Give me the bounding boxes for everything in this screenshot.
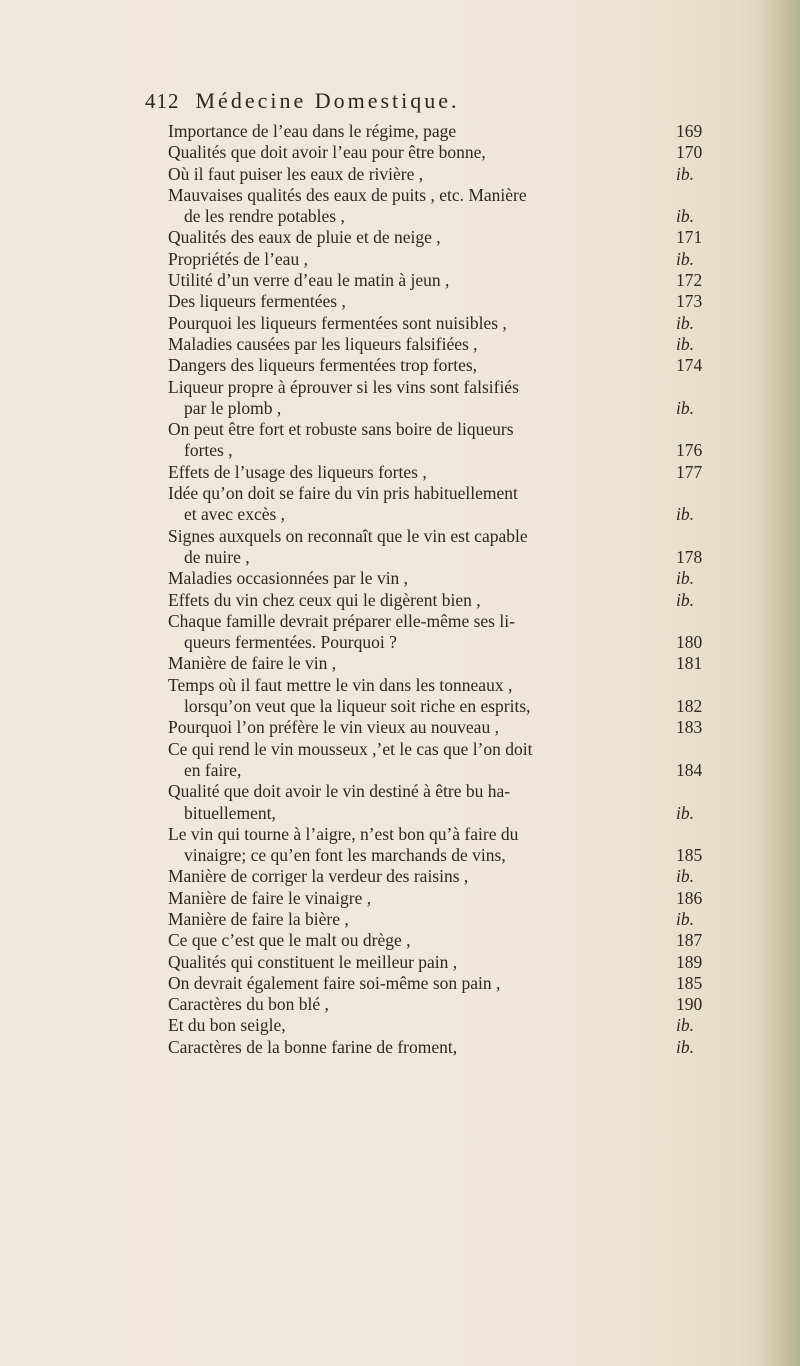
- toc-entry: [168, 419, 720, 462]
- toc-entry-title: Signes auxquels on reconnaît que le vin est capable: [168, 525, 528, 546]
- toc-entry-title: Pourquoi les liqueurs fermentées sont nuisibles ,: [168, 312, 507, 333]
- toc-entry-page-number: ib.: [676, 248, 694, 269]
- toc-entry-title: Qualités qui constituent le meilleur pain ,: [168, 951, 458, 972]
- toc-entry-title: Et du bon seigle,: [168, 1015, 286, 1036]
- toc-entry-title: Propriétés de l’eau ,: [168, 248, 308, 269]
- toc-entry: [168, 355, 720, 376]
- toc-entry-page-number: 186: [676, 887, 703, 908]
- toc-entry-title: Manière de faire la bière ,: [168, 908, 349, 929]
- toc-entry-title-continued: par le plomb ,: [184, 397, 282, 418]
- toc-entry-page-number: 189: [676, 951, 703, 972]
- toc-entry-title-continued: de nuire ,: [184, 546, 250, 567]
- toc-entry-page-number: 180: [676, 632, 703, 653]
- toc-entry-title: Manière de corriger la verdeur des raisins ,: [168, 866, 469, 887]
- toc-entry: [168, 142, 720, 163]
- toc-entry-title-continued: en faire,: [184, 759, 242, 780]
- toc-entry-page-number: 170: [676, 142, 703, 163]
- toc-entry: [168, 1037, 720, 1058]
- toc-entry-title: Importance de l’eau dans le régime, page: [168, 121, 457, 141]
- running-head: Médecine Domestique.: [195, 88, 460, 113]
- toc-entry-page-number: ib.: [676, 397, 694, 418]
- toc-entry-page-number: 169: [676, 121, 703, 141]
- toc-entry: [168, 717, 720, 738]
- page-header: [145, 88, 705, 118]
- toc-entry-page-number: ib.: [676, 908, 694, 929]
- toc-entry: [168, 249, 720, 270]
- toc-entry-page-number: ib.: [676, 866, 694, 887]
- toc-entry-title: Liqueur propre à éprouver si les vins sont falsifiés: [168, 376, 519, 397]
- toc-entry-title: Où il faut puiser les eaux de rivière ,: [168, 163, 424, 184]
- toc-entry-page-number: 172: [676, 270, 703, 291]
- toc-entry-title-continued: de les rendre potables ,: [184, 206, 345, 227]
- toc-entry: [168, 739, 720, 782]
- toc-entry-title: Manière de faire le vinaigre ,: [168, 887, 372, 908]
- toc-entry-title: Le vin qui tourne à l’aigre, n’est bon qu’à faire du: [168, 823, 519, 844]
- toc-entry: [168, 227, 720, 248]
- toc-entry-page-number: 190: [676, 994, 703, 1015]
- toc-entry-title: Manière de faire le vin ,: [168, 653, 337, 674]
- toc-entry-title: Temps où il faut mettre le vin dans les tonneaux ,: [168, 674, 513, 695]
- toc-entry-title: Dangers des liqueurs fermentées trop fortes,: [168, 355, 478, 376]
- toc-entry: [168, 590, 720, 611]
- toc-entry-title: Mauvaises qualités des eaux de puits , etc. Manière: [168, 184, 527, 205]
- toc-entry: [168, 334, 720, 355]
- toc-entry-title-continued: et avec excès ,: [184, 504, 286, 525]
- toc-entry: [168, 973, 720, 994]
- toc-entry-page-number: 187: [676, 930, 703, 951]
- toc-entry: [168, 313, 720, 334]
- toc-entry-title: Qualités que doit avoir l’eau pour être bonne,: [168, 142, 486, 163]
- toc-entry-title: Effets du vin chez ceux qui le digèrent bien ,: [168, 589, 481, 610]
- toc-entry: [168, 994, 720, 1015]
- toc-entry-title: Maladies occasionnées par le vin ,: [168, 568, 409, 589]
- toc-entry-page-number: 174: [676, 355, 703, 376]
- toc-entry-title-continued: vinaigre; ce qu’en font les marchands de vins,: [184, 845, 506, 866]
- toc-entry-page-number: 185: [676, 972, 703, 993]
- toc-entry-page-number: 181: [676, 653, 703, 674]
- toc-entry-page-number: 178: [676, 546, 703, 567]
- toc-entry: [168, 1015, 720, 1036]
- toc-entry: [168, 483, 720, 526]
- toc-entry-title: Chaque famille devrait préparer elle-même ses li-: [168, 610, 515, 631]
- toc-entry-title: Pourquoi l’on préfère le vin vieux au nouveau ,: [168, 717, 499, 738]
- toc-entry: [168, 526, 720, 569]
- toc-entry: [168, 568, 720, 589]
- toc-entry: [168, 291, 720, 312]
- page-number: 412: [145, 89, 180, 113]
- toc-entry-title: Utilité d’un verre d’eau le matin à jeun ,: [168, 270, 450, 291]
- toc-entry-title: Ce que c’est que le malt ou drège ,: [168, 930, 411, 951]
- toc-entry: [168, 888, 720, 909]
- toc-entry-title: Effets de l’usage des liqueurs fortes ,: [168, 461, 427, 482]
- toc-entry-page-number: 183: [676, 717, 703, 738]
- toc-entry-page-number: ib.: [676, 206, 694, 227]
- toc-entry-title-continued: fortes ,: [184, 440, 233, 461]
- toc-entry-title: On peut être fort et robuste sans boire de liqueurs: [168, 419, 514, 440]
- table-of-contents: [168, 121, 720, 1058]
- toc-entry-page-number: 185: [676, 845, 703, 866]
- toc-entry: [168, 377, 720, 420]
- toc-entry: [168, 121, 720, 142]
- toc-entry-title: Maladies causées par les liqueurs falsifiées ,: [168, 333, 478, 354]
- toc-entry-page-number: ib.: [676, 568, 694, 589]
- toc-entry-title: Qualité que doit avoir le vin destiné à être bu ha-: [168, 781, 511, 802]
- toc-entry-title-continued: queurs fermentées. Pourquoi ?: [184, 632, 397, 653]
- toc-entry-page-number: ib.: [676, 504, 694, 525]
- toc-entry-page-number: ib.: [676, 312, 694, 333]
- toc-entry-title: Qualités des eaux de pluie et de neige ,: [168, 227, 441, 248]
- toc-entry-page-number: 177: [676, 461, 703, 482]
- toc-entry-title: Des liqueurs fermentées ,: [168, 291, 346, 312]
- toc-entry-page-number: ib.: [676, 1015, 694, 1036]
- toc-entry: [168, 866, 720, 887]
- toc-entry: [168, 909, 720, 930]
- toc-entry: [168, 611, 720, 654]
- toc-entry-page-number: ib.: [676, 163, 694, 184]
- toc-entry-title: Ce qui rend le vin mousseux ,’et le cas que l’on doit: [168, 738, 533, 759]
- toc-entry-page-number: ib.: [676, 802, 694, 823]
- toc-entry: [168, 952, 720, 973]
- toc-entry: [168, 653, 720, 674]
- toc-entry-page-number: 184: [676, 759, 703, 780]
- toc-entry-title-continued: lorsqu’on veut que la liqueur soit riche en esprits,: [184, 696, 531, 717]
- toc-entry-page-number: ib.: [676, 1036, 694, 1057]
- toc-entry-title-continued: bituellement,: [184, 802, 276, 823]
- toc-entry-title: Caractères du bon blé ,: [168, 994, 329, 1015]
- toc-entry: [168, 930, 720, 951]
- toc-entry: [168, 781, 720, 824]
- toc-entry-page-number: 176: [676, 440, 703, 461]
- page-edge-shadow: [756, 0, 800, 1366]
- toc-entry-page-number: 182: [676, 696, 703, 717]
- toc-entry-title: Idée qu’on doit se faire du vin pris habituellement: [168, 483, 518, 504]
- toc-entry: [168, 185, 720, 228]
- toc-entry-title: On devrait également faire soi-même son pain ,: [168, 972, 501, 993]
- toc-entry-page-number: ib.: [676, 589, 694, 610]
- toc-entry-page-number: 171: [676, 227, 703, 248]
- toc-entry-page-number: 173: [676, 291, 703, 312]
- toc-entry-title: Caractères de la bonne farine de froment,: [168, 1036, 458, 1057]
- toc-entry: [168, 462, 720, 483]
- toc-entry: [168, 675, 720, 718]
- toc-entry-page-number: ib.: [676, 333, 694, 354]
- toc-entry: [168, 824, 720, 867]
- toc-entry: [168, 164, 720, 185]
- toc-entry: [168, 270, 720, 291]
